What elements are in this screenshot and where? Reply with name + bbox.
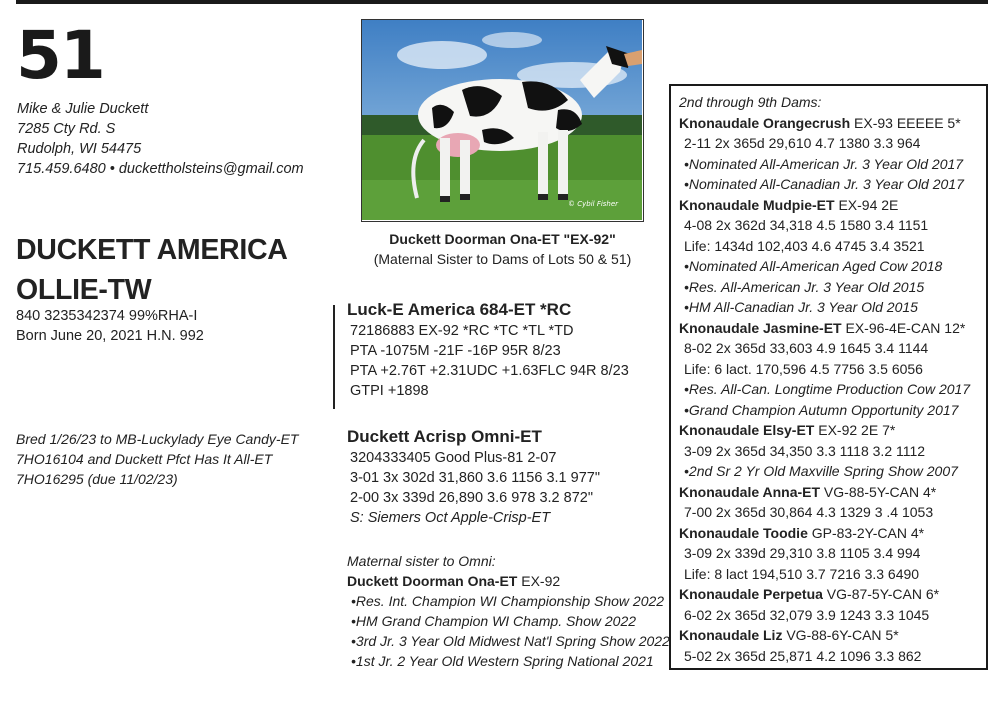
owner-block [17, 99, 304, 179]
dam-name-line [679, 482, 986, 503]
dam-classification: VG-88-6Y-CAN 5* [782, 627, 899, 643]
registration-block [16, 306, 204, 346]
dam-line: 2-00 3x 339d 26,890 3.6 978 3.2 872" [350, 490, 593, 506]
award-line: •Res. Int. Champion WI Championship Show 2022 [351, 593, 665, 609]
photo-watermark: © Cybil Fisher [568, 200, 619, 208]
pedigree-bracket [333, 305, 335, 409]
award-line: •3rd Jr. 3 Year Old Midwest Nat'l Spring Show 2022 [351, 633, 670, 649]
sire-block [347, 299, 629, 401]
dam-name: Knonaudale Orangecrush [679, 114, 851, 131]
bred-line: 7HO16104 and Duckett Pfct Has It All-ET [16, 451, 273, 467]
dam-name-line [679, 318, 986, 339]
dam-name: Knonaudale Toodie [679, 524, 808, 541]
owner-contact: 715.459.6480 • duckettholsteins@gmail.com [17, 161, 304, 177]
dam-record: 6-02 2x 365d 32,079 3.9 1243 3.3 1045 [684, 606, 930, 623]
dam-award: •2nd Sr 2 Yr Old Maxville Spring Show 2007 [684, 463, 958, 479]
dam-award: •HM All-Canadian Jr. 3 Year Old 2015 [684, 299, 918, 315]
bred-line: Bred 1/26/23 to MB-Luckylady Eye Candy-ET [16, 431, 299, 447]
award-line: •HM Grand Champion WI Champ. Show 2022 [351, 613, 637, 629]
sire-line: PTA +2.76T +2.31UDC +1.63FLC 94R 8/23 [350, 363, 629, 379]
dam-classification: EX-94 2E [834, 196, 899, 213]
dam-record: 8-02 2x 365d 33,603 4.9 1645 3.4 1144 [684, 340, 929, 356]
dam-name: Duckett Acrisp Omni-ET [347, 427, 542, 446]
maternal-sister-classification: EX-92 [517, 573, 561, 589]
sire-line: 72186883 EX-92 *RC *TC *TL *TD [350, 323, 574, 339]
cow-photo [361, 19, 644, 222]
dam-name: Knonaudale Jasmine-ET [679, 319, 842, 336]
dam-classification: EX-92 2E 7* [814, 422, 896, 438]
caption-note: (Maternal Sister to Dams of Lots 50 & 51) [373, 251, 632, 267]
dam-line: 3204333405 Good Plus-81 2-07 [350, 450, 557, 466]
dam-award: •Res. All-Can. Longtime Production Cow 2017 [684, 381, 971, 397]
dam-record: Life: 6 lact. 170,596 4.5 7756 3.5 6056 [684, 360, 923, 377]
top-rule [16, 0, 988, 4]
dam-record: Life: 8 lact 194,510 3.7 7216 3.3 6490 [684, 565, 920, 582]
dam-name: Knonaudale Anna-ET [679, 483, 821, 500]
dam-record: 7-00 2x 365d 30,864 4.3 1329 3 .4 1053 [684, 504, 934, 520]
dam-name: Knonaudale Elsy-ET [679, 422, 815, 438]
dam-name-line [679, 523, 986, 544]
lot-number: 51 [16, 17, 104, 94]
maternal-sister-name: Duckett Doorman Ona-ET [347, 573, 518, 589]
dam-record: 5-02 2x 365d 25,871 4.2 1096 3.3 862 [684, 647, 922, 664]
maternal-sister-block [347, 551, 670, 671]
dam-name: Knonaudale Perpetua [679, 586, 823, 602]
dam-classification: VG-87-5Y-CAN 6* [822, 586, 940, 602]
owner-city: Rudolph, WI 54475 [17, 141, 142, 157]
dam-record: 3-09 2x 339d 29,310 3.8 1105 3.4 994 [684, 545, 921, 561]
caption-name: Duckett Doorman Ona-ET "EX-92" [389, 231, 616, 247]
dam-record: 3-09 2x 365d 34,350 3.3 1118 3.2 1112 [684, 442, 926, 459]
dam-award: •Nominated All-American Aged Cow 2018 [684, 258, 943, 274]
owner-name: Mike & Julie Duckett [17, 101, 149, 117]
dams-list [679, 113, 986, 667]
dam-classification: EX-93 EEEEE 5* [850, 114, 961, 131]
maternal-sister-heading: Maternal sister to Omni: [347, 553, 496, 569]
sire-name: Luck-E America 684-ET *RC [347, 300, 572, 319]
award-line: •1st Jr. 2 Year Old Western Spring National 2021 [351, 653, 654, 669]
dam-name-line [679, 195, 986, 216]
dam-classification: GP-83-2Y-CAN 4* [807, 524, 925, 541]
dam-award: •Grand Champion Autumn Opportunity 2017 [684, 401, 959, 418]
dam-classification: VG-88-5Y-CAN 4* [820, 483, 937, 500]
photo-caption [361, 229, 644, 269]
maternal-sister-name-line [347, 571, 670, 591]
breeding-info [16, 429, 298, 489]
dam-name-line [679, 584, 986, 605]
dam-name-line [679, 625, 986, 646]
dam-name: Knonaudale Liz [679, 627, 783, 643]
born-line: Born June 20, 2021 H.N. 992 [16, 328, 204, 344]
cow-name [16, 230, 288, 310]
cow-name-line2: OLLIE-TW [16, 274, 152, 306]
dam-name-line [679, 420, 986, 441]
dam-classification: EX-96-4E-CAN 12* [841, 319, 966, 336]
dam-award: •Res. All-American Jr. 3 Year Old 2015 [684, 278, 925, 295]
dam-name: Knonaudale Mudpie-ET [679, 196, 835, 213]
dams-heading: 2nd through 9th Dams: [679, 94, 822, 110]
dam-sire-line: S: Siemers Oct Apple-Crisp-ET [350, 510, 551, 526]
dam-block [347, 426, 600, 528]
dam-record: 2-11 2x 365d 29,610 4.7 1380 3.3 964 [684, 135, 921, 151]
dam-line: 3-01 3x 302d 31,860 3.6 1156 3.1 977" [350, 470, 600, 486]
dam-name-line [679, 113, 986, 134]
dams-box [669, 84, 988, 670]
cow-name-line1: DUCKETT AMERICA [16, 234, 288, 266]
dam-award: •Nominated All-Canadian Jr. 3 Year Old 2017 [684, 176, 964, 192]
dam-award: •Nominated All-American Jr. 3 Year Old 2017 [684, 155, 964, 172]
dam-record: Life: 1434d 102,403 4.6 4745 3.4 3521 [684, 237, 925, 254]
dam-record: 4-08 2x 362d 34,318 4.5 1580 3.4 1151 [684, 217, 929, 233]
registration-line: 840 3235342374 99%RHA-I [16, 308, 198, 324]
sire-line: PTA -1075M -21F -16P 95R 8/23 [350, 343, 561, 359]
bred-line: 7HO16295 (due 11/02/23) [16, 471, 178, 487]
owner-address: 7285 Cty Rd. S [17, 121, 116, 137]
sire-line: GTPI +1898 [350, 383, 429, 399]
